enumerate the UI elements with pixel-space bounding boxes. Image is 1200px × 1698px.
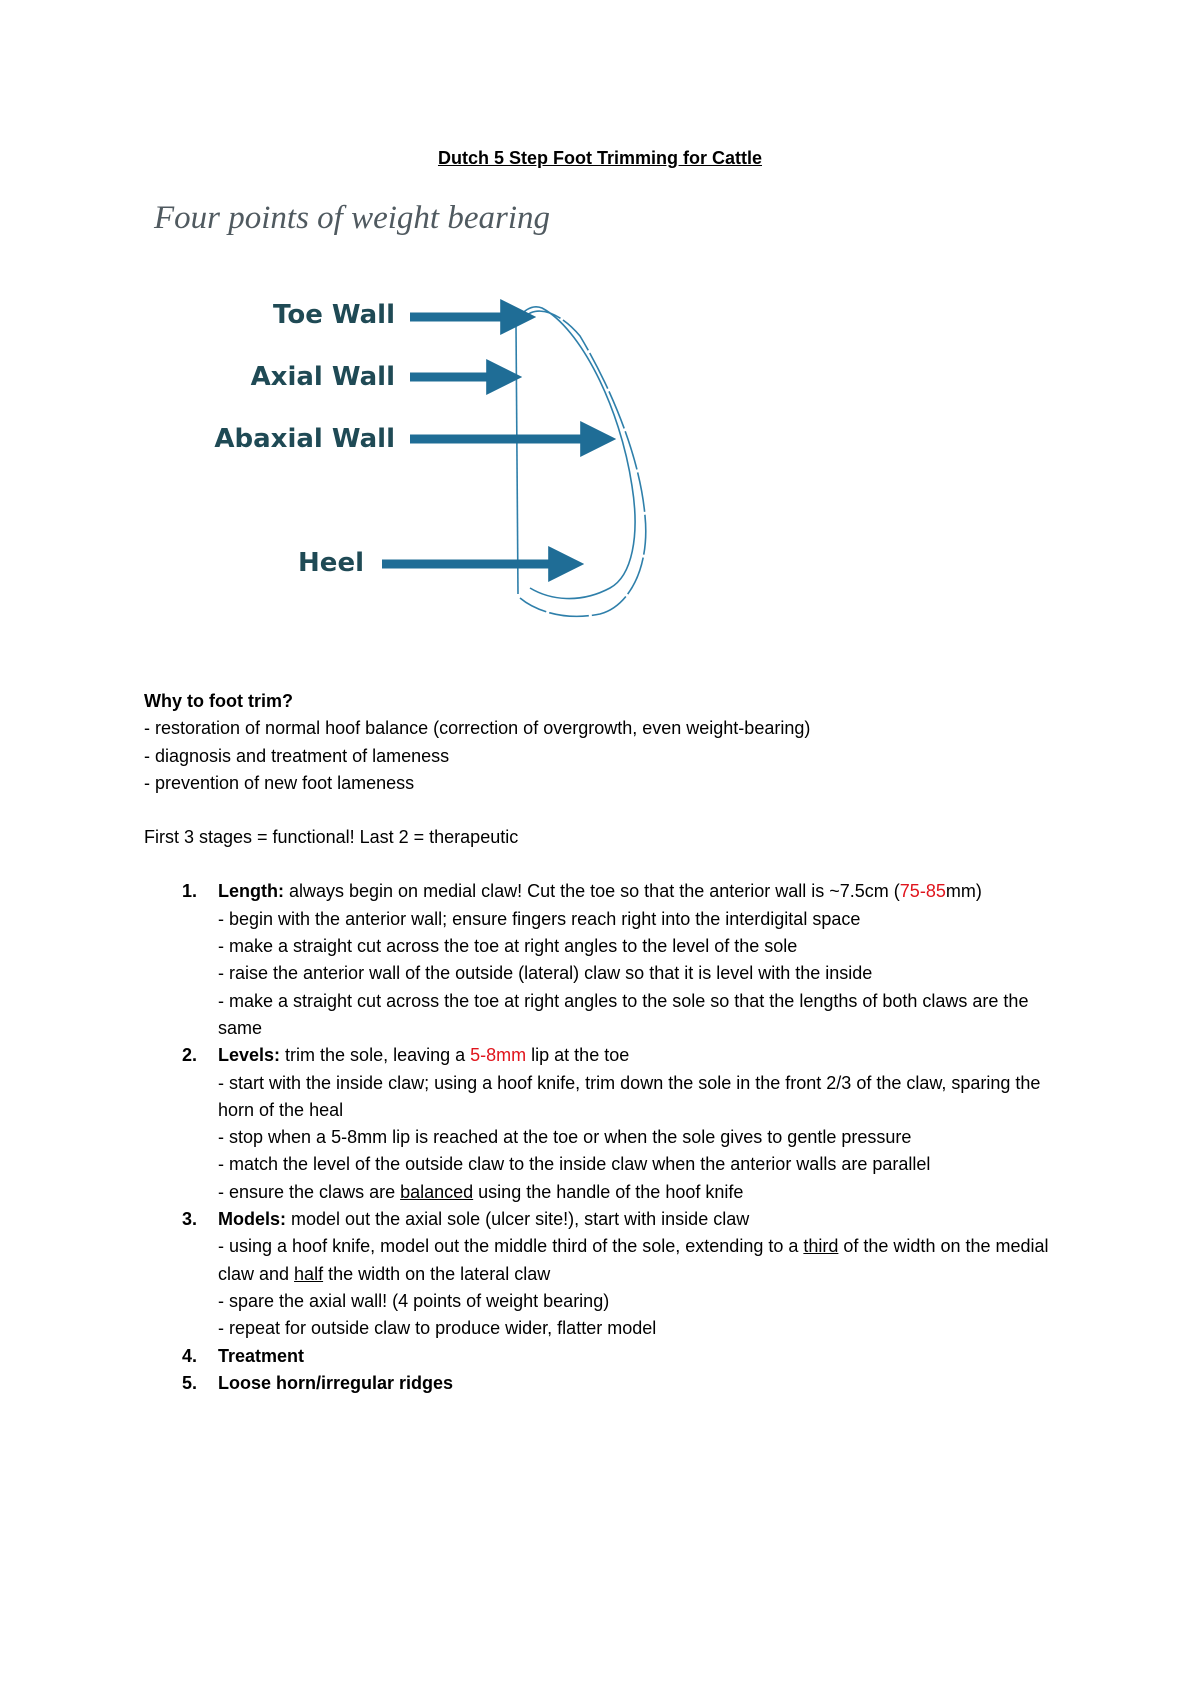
why-heading: Why to foot trim? [144, 691, 293, 711]
step-loose-horn [144, 1370, 1064, 1397]
highlight-value: 5-8mm [470, 1045, 527, 1066]
step-treatment [144, 1343, 1064, 1370]
detail-text: - ensure the claws are [218, 1181, 401, 1202]
step-detail: - begin with the anterior wall; ensure fingers reach right into the interdigital space [218, 908, 861, 929]
step-number: 4. [182, 1345, 198, 1366]
step-detail [218, 1179, 1064, 1206]
detail-text: - using a hoof knife, model out the middle third of the sole, extending to a [218, 1236, 804, 1257]
hoof-outline [516, 307, 646, 616]
step-number: 1. [182, 881, 198, 902]
underlined-word: balanced [400, 1181, 474, 1202]
steps-list [144, 878, 1064, 1397]
toe-wall-label: Toe Wall [273, 300, 395, 330]
step-label: Length: [218, 881, 284, 902]
step-length [144, 878, 1064, 1042]
step-intro: trim the sole, leaving a [280, 1045, 471, 1066]
highlight-value: 75-85 [899, 881, 946, 902]
step-label: Levels: [218, 1045, 281, 1066]
step-label: Models: [218, 1209, 287, 1230]
step-intro: model out the axial sole (ulcer site!), start with inside claw [286, 1209, 750, 1230]
step-detail: - repeat for outside claw to produce wider, flatter model [218, 1318, 657, 1339]
step-detail [218, 1233, 1064, 1288]
step-levels [144, 1042, 1064, 1206]
step-number: 3. [182, 1209, 198, 1230]
step-detail: - make a straight cut across the toe at right angles to the sole so that the lengths of both claws are the same [218, 990, 1029, 1038]
step-number: 5. [182, 1372, 198, 1393]
step-detail: - start with the inside claw; using a hoof knife, trim down the sole in the front 2/3 of the claw, sparing the horn of the heal [218, 1072, 1041, 1120]
why-item: - restoration of normal hoof balance (correction of overgrowth, even weight-bearing) [144, 718, 811, 739]
underlined-word: third [803, 1236, 839, 1257]
step-intro-end: lip at the toe [526, 1045, 630, 1066]
step-detail: - stop when a 5-8mm lip is reached at the toe or when the sole gives to gentle pressure [218, 1127, 912, 1148]
step-detail: - match the level of the outside claw to the inside claw when the anterior walls are parallel [218, 1154, 931, 1175]
why-item: - prevention of new foot lameness [144, 772, 415, 793]
step-detail: - spare the axial wall! (4 points of weight bearing) [218, 1290, 610, 1311]
figure-heading: Four points of weight bearing [154, 200, 550, 236]
step-intro-end: mm) [945, 881, 982, 902]
step-label: Loose horn/irregular ridges [218, 1372, 454, 1393]
weight-bearing-figure [140, 196, 760, 666]
step-label: Treatment [218, 1345, 305, 1366]
stages-note: First 3 stages = functional! Last 2 = therapeutic [144, 827, 519, 848]
step-number: 2. [182, 1045, 198, 1066]
abaxial-wall-label: Abaxial Wall [214, 424, 395, 454]
detail-text: using the handle of the hoof knife [473, 1181, 744, 1202]
why-item: - diagnosis and treatment of lameness [144, 745, 450, 766]
axial-wall-label: Axial Wall [250, 362, 395, 392]
step-detail: - raise the anterior wall of the outside (lateral) claw so that it is level with the inside [218, 963, 873, 984]
step-intro: always begin on medial claw! Cut the toe so that the anterior wall is ~7.5cm ( [283, 881, 900, 902]
underlined-word: half [294, 1263, 324, 1284]
step-models [144, 1206, 1064, 1342]
detail-text: of the width on the medial claw and [218, 1236, 1049, 1284]
heel-label: Heel [298, 548, 364, 578]
document-title: Dutch 5 Step Foot Trimming for Cattle [437, 148, 762, 168]
detail-text: the width on the lateral claw [323, 1263, 551, 1284]
step-detail: - make a straight cut across the toe at right angles to the level of the sole [218, 936, 798, 957]
document-body [144, 688, 1064, 1397]
